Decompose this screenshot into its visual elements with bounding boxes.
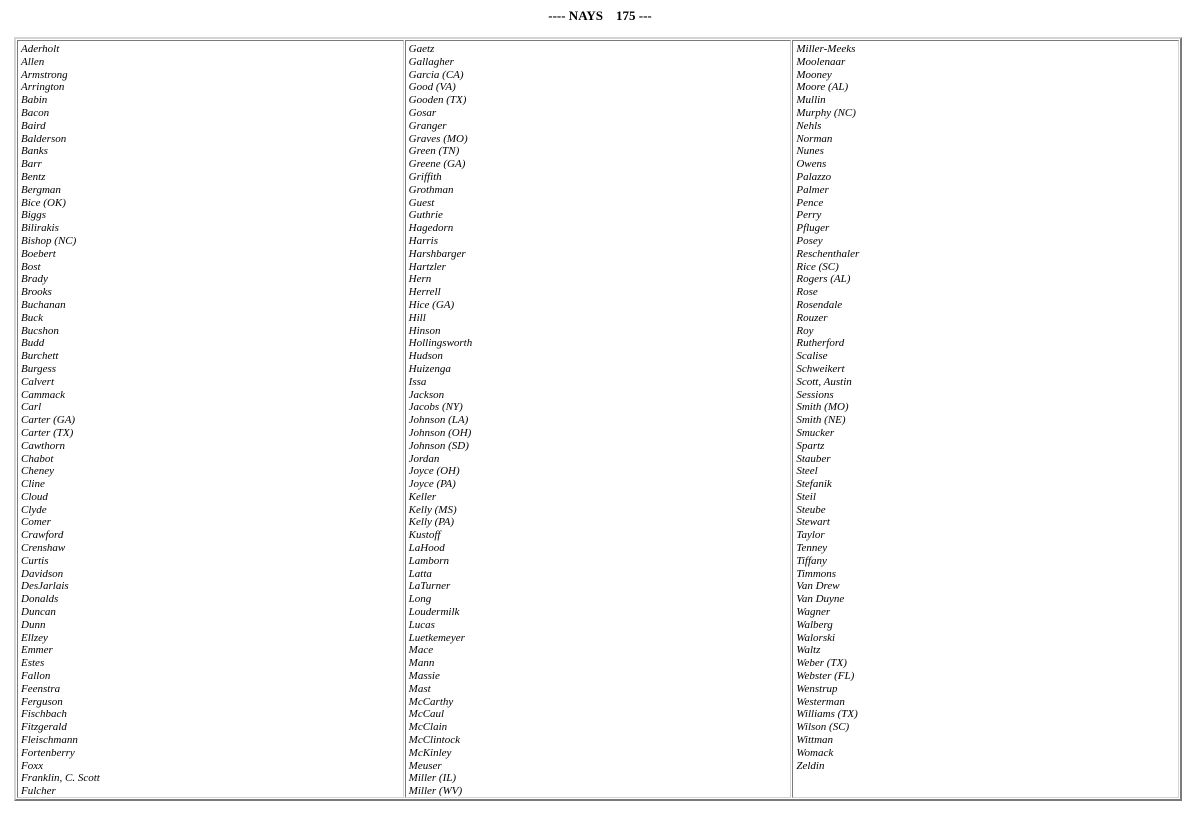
member-name: Taylor (796, 529, 825, 542)
member-name: Cloud (21, 490, 48, 503)
member-name: Rosendale (796, 298, 843, 311)
member-name: Wittman (796, 734, 834, 747)
member-name: Guthrie (408, 209, 443, 222)
member-name: Crawford (21, 529, 64, 542)
member-name: Carter (TX) (21, 426, 74, 439)
member-name: Lucas (408, 618, 435, 631)
member-name: Cline (21, 478, 45, 491)
member-name: Bice (OK) (21, 196, 66, 209)
member-name: Scott, Austin (796, 375, 852, 388)
member-name: Hice (GA) (408, 298, 455, 311)
member-name: Miller-Meeks (796, 43, 856, 55)
member-name: Long (408, 593, 432, 606)
member-name: McClain (408, 721, 448, 734)
member-name: Joyce (PA) (408, 478, 456, 491)
member-name: McKinley (408, 746, 452, 759)
member-name: Fitzgerald (21, 721, 67, 734)
member-name: Jacobs (NY) (408, 401, 463, 414)
member-name: Scalise (796, 350, 828, 363)
member-name: Franklin, C. Scott (21, 772, 100, 785)
names-column-3 (792, 40, 1179, 798)
member-name: Green (TN) (408, 145, 460, 158)
member-name: Crenshaw (21, 542, 66, 555)
member-name: Bentz (21, 170, 46, 183)
member-name: Hinson (408, 324, 441, 337)
member-name: Smucker (796, 426, 835, 439)
member-name: Granger (408, 119, 447, 132)
member-name: Buchanan (21, 298, 66, 311)
member-name: Pence (796, 196, 824, 209)
member-name: Hill (408, 311, 426, 324)
member-name: Bilirakis (21, 222, 59, 235)
member-name: Perry (796, 209, 822, 222)
member-name: Harshbarger (408, 247, 466, 260)
member-name: Baird (21, 119, 46, 132)
member-name: Smith (MO) (796, 401, 849, 414)
member-name: Carter (GA) (21, 414, 76, 427)
member-name: Pfluger (796, 222, 830, 235)
member-name: Wilson (SC) (796, 721, 850, 734)
member-name: McCarthy (408, 695, 454, 708)
member-name: Gaetz (408, 43, 435, 55)
member-name: Womack (796, 746, 834, 759)
member-name: Guest (408, 196, 435, 209)
member-name: Joyce (OH) (408, 465, 460, 478)
member-name: McClintock (408, 734, 460, 747)
member-name: DesJarlais (21, 580, 69, 593)
member-name: Norman (796, 132, 833, 145)
member-name: Buck (21, 311, 43, 324)
member-name: Mooney (796, 68, 832, 81)
name-list (21, 43, 401, 798)
member-name: Van Drew (796, 580, 840, 593)
member-name: Stefanik (796, 478, 832, 491)
member-name: Cheney (21, 465, 54, 478)
member-name: Hagedorn (408, 222, 454, 235)
member-name: Burgess (21, 362, 57, 375)
member-name: LaTurner (408, 580, 451, 593)
member-name: Steube (796, 503, 826, 516)
member-name: Posey (796, 234, 823, 247)
member-name: Graves (MO) (408, 132, 468, 145)
member-name: Fulcher (21, 785, 56, 798)
member-name: Fallon (21, 670, 51, 683)
member-name: Carl (21, 401, 42, 414)
member-name: Smith (NE) (796, 414, 846, 427)
member-name: Steil (796, 490, 816, 503)
member-name: Reschenthaler (796, 247, 860, 260)
member-name: Allen (21, 55, 45, 68)
member-name: Mullin (796, 94, 826, 107)
member-name: Harris (408, 234, 439, 247)
member-name: Ellzey (21, 631, 48, 644)
member-name: Schweikert (796, 362, 845, 375)
member-name: Kelly (PA) (408, 516, 454, 529)
member-name: Dunn (21, 618, 46, 631)
member-name: Donalds (21, 593, 59, 606)
member-name: LaHood (408, 542, 445, 555)
member-name: Boebert (21, 247, 56, 260)
member-name: Foxx (21, 759, 43, 772)
member-name: Mann (408, 657, 435, 670)
member-name: Johnson (LA) (408, 414, 469, 427)
member-name: Lamborn (408, 554, 450, 567)
member-name: Cawthorn (21, 439, 66, 452)
member-name: Tenney (796, 542, 828, 555)
member-name: Palazzo (796, 170, 832, 183)
member-name: Babin (21, 94, 48, 107)
member-name: Tiffany (796, 554, 827, 567)
member-name: Rutherford (796, 337, 845, 350)
member-name: Rose (796, 286, 818, 299)
names-column-2 (405, 40, 792, 798)
member-name: Steel (796, 465, 818, 478)
member-name: Hudson (408, 350, 443, 363)
member-name: Biggs (21, 209, 47, 222)
member-name: Massie (408, 670, 440, 683)
member-name: Bost (21, 260, 41, 273)
member-name: Zeldin (796, 759, 825, 772)
member-name: Johnson (OH) (408, 426, 472, 439)
member-name: Duncan (21, 606, 56, 619)
member-name: Van Duyne (796, 593, 845, 606)
member-name: Garcia (CA) (408, 68, 464, 81)
member-name: Westerman (796, 695, 845, 708)
member-name: Mace (408, 644, 434, 657)
member-name: Rogers (AL) (796, 273, 851, 286)
member-name: Sessions (796, 388, 834, 401)
member-name: Meuser (408, 759, 442, 772)
member-name: Miller (IL) (408, 772, 457, 785)
member-name: Roy (796, 324, 814, 337)
member-name: Cammack (21, 388, 65, 401)
member-name: Burchett (21, 350, 59, 363)
member-name: Griffith (408, 170, 442, 183)
nays-table (14, 37, 1182, 801)
member-name: Weber (TX) (796, 657, 847, 670)
member-name: Rice (SC) (796, 260, 839, 273)
member-name: Wenstrup (796, 682, 838, 695)
name-list (796, 43, 1176, 772)
member-name: Spartz (796, 439, 825, 452)
member-name: Greene (GA) (408, 158, 466, 171)
names-column-1 (17, 40, 404, 798)
member-name: Kelly (MS) (408, 503, 457, 516)
member-name: Curtis (21, 554, 49, 567)
member-name: Owens (796, 158, 827, 171)
member-name: Chabot (21, 452, 54, 465)
member-name: Issa (408, 375, 427, 388)
member-name: Hollingsworth (408, 337, 473, 350)
member-name: Grothman (408, 183, 454, 196)
member-name: Hern (408, 273, 432, 286)
member-name: Webster (FL) (796, 670, 855, 683)
member-name: Balderson (21, 132, 67, 145)
member-name: Johnson (SD) (408, 439, 469, 452)
member-name: Palmer (796, 183, 829, 196)
member-name: Brady (21, 273, 48, 286)
member-name: Luetkemeyer (408, 631, 465, 644)
member-name: McCaul (408, 708, 445, 721)
member-name: Latta (408, 567, 432, 580)
member-name: Estes (21, 657, 45, 670)
member-name: Williams (TX) (796, 708, 858, 721)
member-name: Walberg (796, 618, 833, 631)
member-name: Miller (WV) (408, 785, 463, 798)
member-name: Murphy (NC) (796, 106, 856, 119)
member-name: Jordan (408, 452, 440, 465)
member-name: Huizenga (408, 362, 451, 375)
member-name: Stauber (796, 452, 831, 465)
member-name: Fleischmann (21, 734, 78, 747)
member-name: Jackson (408, 388, 445, 401)
member-name: Waltz (796, 644, 821, 657)
member-name: Davidson (21, 567, 64, 580)
member-name: Mast (408, 682, 431, 695)
member-name: Gosar (408, 106, 437, 119)
member-name: Nehls (796, 119, 822, 132)
member-name: Hartzler (408, 260, 446, 273)
member-name: Herrell (408, 286, 441, 299)
member-name: Ferguson (21, 695, 63, 708)
member-name: Stewart (796, 516, 830, 529)
member-name: Moore (AL) (796, 81, 849, 94)
member-name: Timmons (796, 567, 837, 580)
member-name: Bishop (NC) (21, 234, 77, 247)
member-name: Emmer (21, 644, 53, 657)
member-name: Bergman (21, 183, 61, 196)
member-name: Good (VA) (408, 81, 456, 94)
member-name: Walorski (796, 631, 836, 644)
member-name: Nunes (796, 145, 824, 158)
member-name: Kustoff (408, 529, 441, 542)
member-name: Budd (21, 337, 45, 350)
member-name: Wagner (796, 606, 831, 619)
member-name: Feenstra (21, 682, 61, 695)
member-name: Barr (21, 158, 42, 171)
member-name: Gooden (TX) (408, 94, 467, 107)
name-list (409, 43, 789, 798)
member-name: Clyde (21, 503, 47, 516)
member-name: Gallagher (408, 55, 454, 68)
member-name: Armstrong (21, 68, 68, 81)
member-name: Aderholt (21, 43, 60, 55)
member-name: Bacon (21, 106, 50, 119)
member-name: Keller (408, 490, 437, 503)
member-name: Rouzer (796, 311, 828, 324)
member-name: Calvert (21, 375, 54, 388)
member-name: Comer (21, 516, 51, 529)
member-name: Arrington (21, 81, 65, 94)
member-name: Moolenaar (796, 55, 846, 68)
nays-heading: ---- NAYS 175 --- (548, 8, 652, 23)
member-name: Banks (21, 145, 48, 158)
member-name: Loudermilk (408, 606, 460, 619)
member-name: Brooks (21, 286, 52, 299)
member-name: Fischbach (21, 708, 67, 721)
member-name: Bucshon (21, 324, 59, 337)
member-name: Fortenberry (21, 746, 75, 759)
